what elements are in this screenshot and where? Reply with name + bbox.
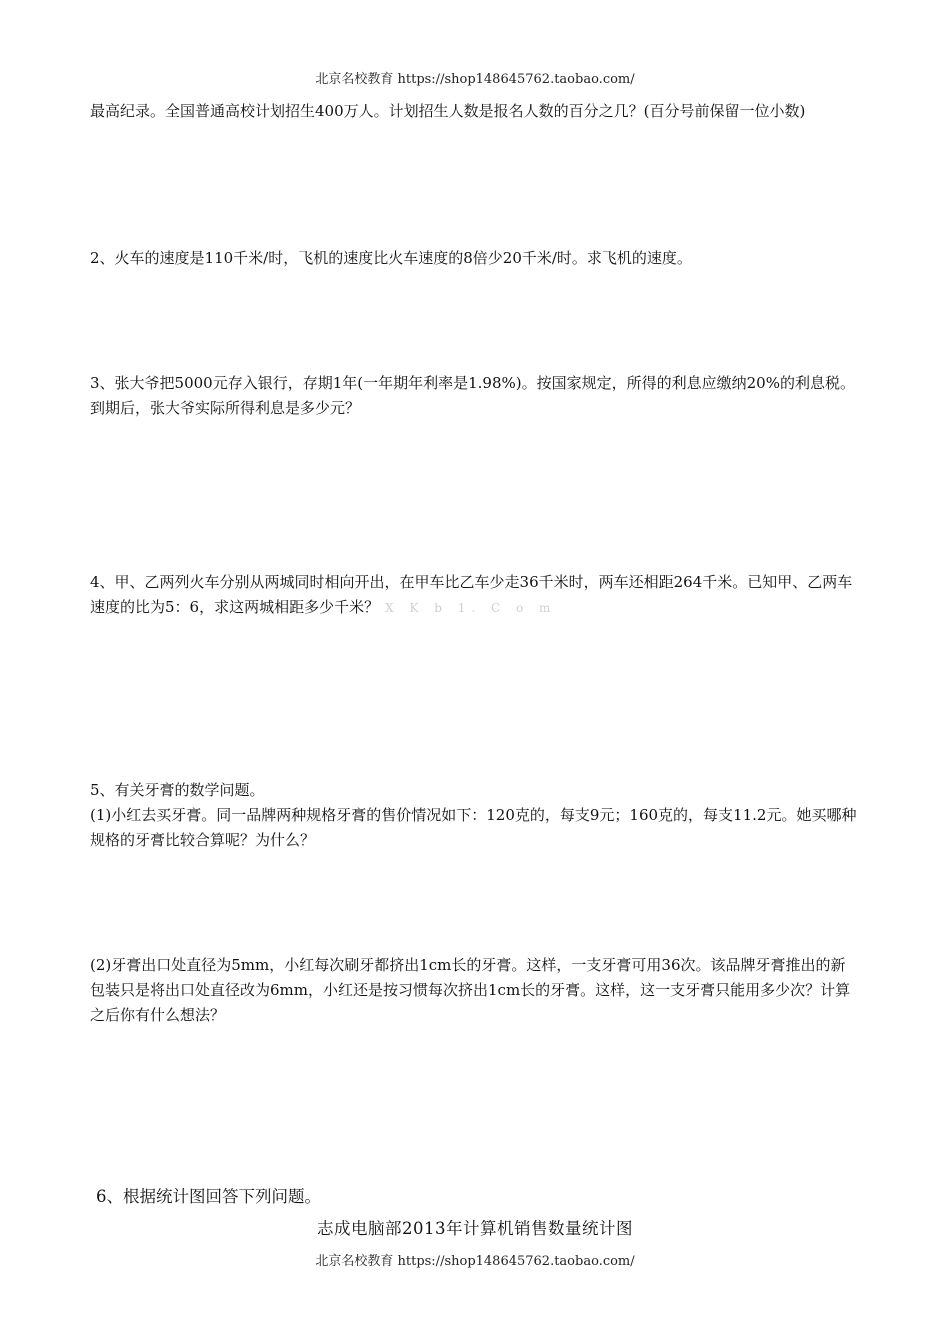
question-5-part-2: (2)牙膏出口处直径为5mm，小红每次刷牙都挤出1cm长的牙膏。这样，一支牙膏可用36次。该品牌牙膏推出的新包装只是将出口处直径改为6mm，小红还是按习惯每次挤出1cm长的牙膏。这样，这一支牙膏只能用多少次？计算之后你有什么想法？ [90,956,851,1024]
page-footer: 北京名校教育 https://shop148645762.taobao.com/ [315,1254,635,1269]
question-4 [90,570,860,621]
question-6: 6、根据统计图回答下列问题。 [96,1187,321,1206]
page-header: 北京名校教育 https://shop148645762.taobao.com/ [315,72,635,87]
question-1-continuation: 最高纪录。全国普通高校计划招生400万人。计划招生人数是报名人数的百分之几？(百分号前保留一位小数) [90,102,806,120]
question-4-text: 4、甲、乙两列火车分别从两城同时相向开出，在甲车比乙车少走36千米时，两车还相距264千米。已知甲、乙两车速度的比为5：6，求这两城相距多少千米？ [90,573,853,616]
question-5-part-1: (1)小红去买牙膏。同一品牌两种规格牙膏的售价情况如下：120克的，每支9元；160克的，每支11.2元。她买哪种规格的牙膏比较合算呢？为什么？ [90,806,857,849]
chart-title: 志成电脑部2013年计算机销售数量统计图 [317,1219,633,1238]
question-5-title: 5、有关牙膏的数学问题。 [90,781,265,799]
question-3: 3、张大爷把5000元存入银行，存期1年(一年期年利率是1.98%)。按国家规定，所得的利息应缴纳20%的利息税。到期后，张大爷实际所得利息是多少元？ [90,374,855,417]
question-2: 2、火车的速度是110千米/时，飞机的速度比火车速度的8倍少20千米/时。求飞机的速度。 [90,249,692,267]
watermark-text: X K b 1. C o m [385,601,557,615]
